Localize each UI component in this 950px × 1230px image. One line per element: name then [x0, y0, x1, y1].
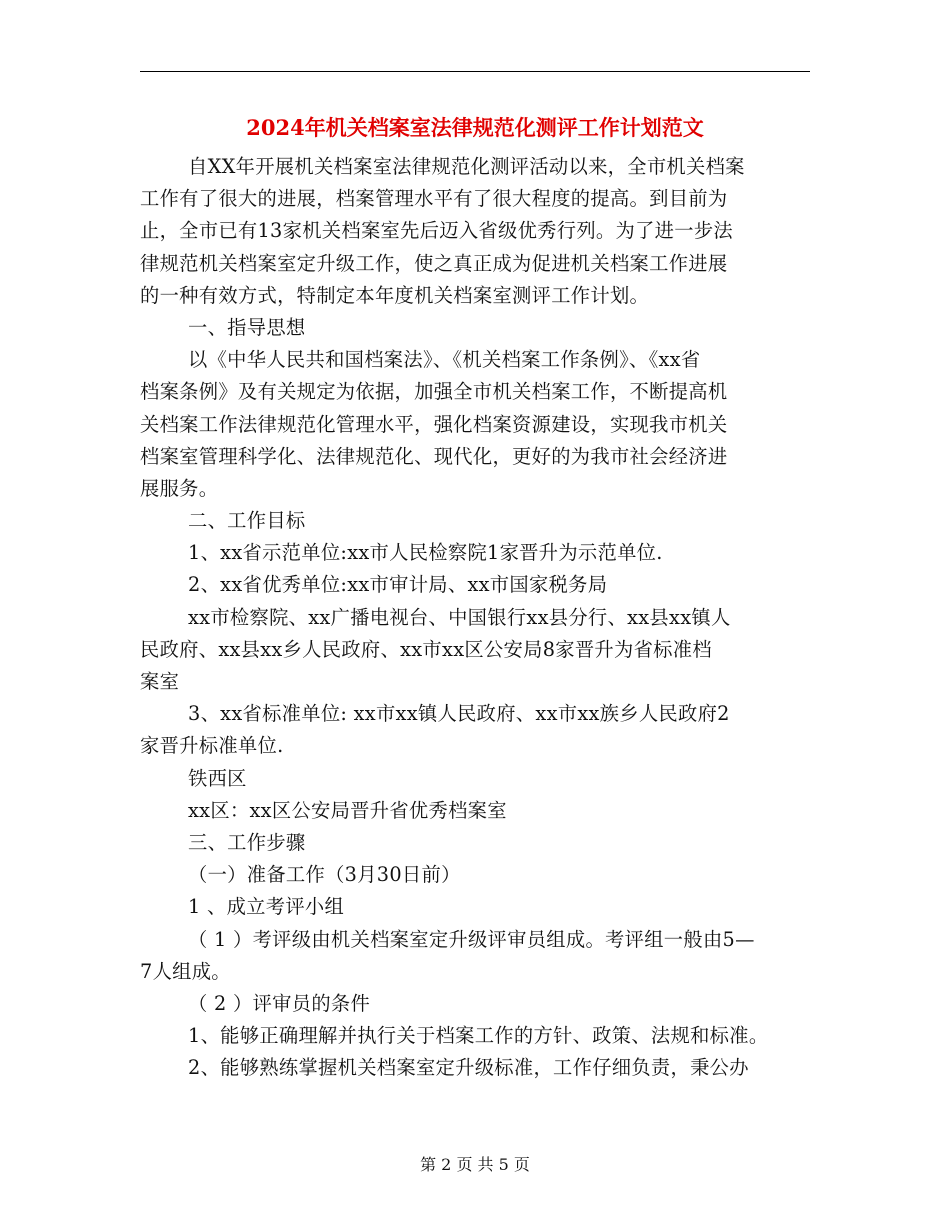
- document-title: 2024年机关档案室法律规范化测评工作计划范文: [246, 115, 704, 140]
- paragraph-line: 关档案工作法律规范化管理水平，强化档案资源建设，实现我市机关: [140, 412, 728, 436]
- paragraph-line: 一、指导思想: [188, 315, 306, 339]
- paragraph-line: 铁西区: [188, 766, 247, 790]
- paragraph-line: xx区：xx区公安局晋升省优秀档案室: [188, 798, 507, 822]
- paragraph-line: 档案条例》及有关规定为依据，加强全市机关档案工作，不断提高机: [140, 380, 728, 404]
- paragraph-line: 1 、成立考评小组: [188, 895, 345, 919]
- paragraph-line: 7人组成。: [140, 959, 231, 983]
- paragraph-line: 家晋升标准单位.: [140, 734, 284, 758]
- paragraph-line: （ 1 ）考评级由机关档案室定升级评审员组成。考评组一般由5—: [188, 927, 755, 951]
- paragraph-line: 2、xx省优秀单位:xx市审计局、xx市国家税务局: [188, 573, 608, 597]
- paragraph-line: xx市检察院、xx广播电视台、中国银行xx县分行、xx县xx镇人: [188, 605, 731, 629]
- page-footer: 第 2 页 共 5 页: [420, 1155, 530, 1174]
- paragraph-line: 档案室管理科学化、法律规范化、现代化，更好的为我市社会经济进: [140, 444, 728, 468]
- document-body: [140, 151, 812, 1084]
- paragraph-line: 自XX年开展机关档案室法律规范化测评活动以来，全市机关档案: [188, 155, 745, 178]
- paragraph-line: 工作有了很大的进展，档案管理水平有了很大程度的提高。到目前为: [140, 187, 728, 211]
- paragraph-line: 2、能够熟练掌握机关档案室定升级标准，工作仔细负责，秉公办: [188, 1056, 749, 1080]
- paragraph-line: （一）准备工作（3月30日前）: [188, 863, 461, 887]
- paragraph-line: 3、xx省标准单位: xx市xx镇人民政府、xx市xx族乡人民政府2: [188, 702, 730, 726]
- paragraph-line: 以《中华人民共和国档案法》、《机关档案工作条例》、《xx省: [188, 348, 701, 372]
- paragraph-line: 律规范机关档案室定升级工作，使之真正成为促进机关档案工作进展: [140, 251, 728, 275]
- paragraph-line: 1、xx省示范单位:xx市人民检察院1家晋升为示范单位.: [188, 541, 663, 565]
- paragraph-line: （ 2 ）评审员的条件: [188, 991, 371, 1015]
- paragraph-line: 三、工作步骤: [188, 830, 306, 854]
- paragraph-line: 的一种有效方式，特制定本年度机关档案室测评工作计划。: [140, 283, 650, 307]
- paragraph-line: 1、能够正确理解并执行关于档案工作的方针、政策、法规和标准。: [188, 1024, 769, 1048]
- paragraph-line: 案室: [140, 670, 180, 693]
- paragraph-line: 止，全市已有13家机关档案室先后迈入省级优秀行列。为了进一步法: [140, 219, 733, 243]
- paragraph-line: 二、工作目标: [188, 509, 306, 533]
- header-rule: [140, 71, 810, 72]
- paragraph-line: 民政府、xx县xx乡人民政府、xx市xx区公安局8家晋升为省标准档: [140, 637, 712, 661]
- paragraph-line: 展服务。: [140, 476, 219, 500]
